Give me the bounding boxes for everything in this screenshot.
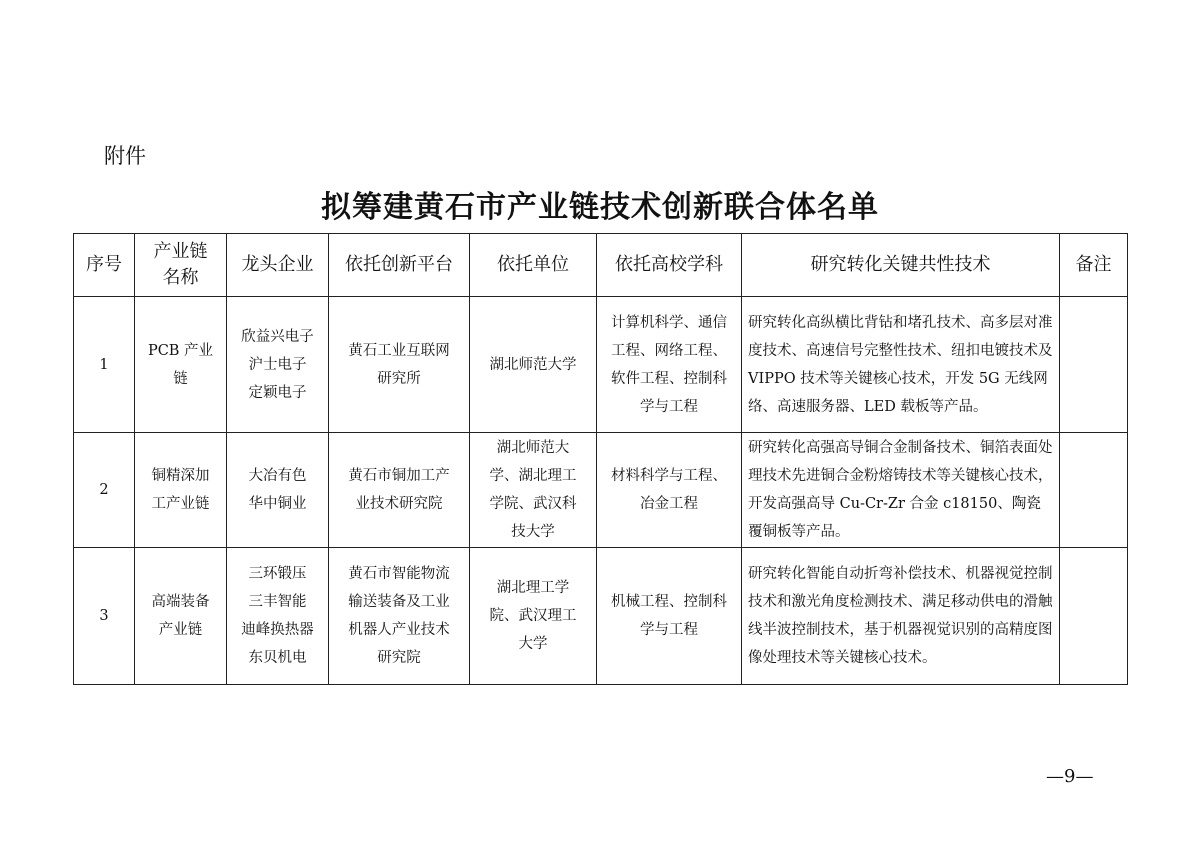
page-number: —9— [1046, 766, 1094, 787]
document-title: 拟筹建黄石市产业链技术创新联合体名单 [321, 190, 879, 225]
cell-seq: 2 [74, 433, 135, 548]
table-row [74, 297, 1128, 433]
header-remark: 备注 [1060, 234, 1128, 297]
cell-leaders: 三环锻压 三丰智能 迪峰换热器 东贝机电 [227, 548, 329, 685]
cell-platform: 黄石市智能物流 输送装备及工业 机器人产业技术 研究院 [329, 548, 470, 685]
header-seq: 序号 [74, 234, 135, 297]
cell-chain: 铜精深加 工产业链 [135, 433, 227, 548]
cell-unit: 湖北师范大 学、湖北理工 学院、武汉科 技大学 [470, 433, 597, 548]
cell-platform: 黄石市铜加工产 业技术研究院 [329, 433, 470, 548]
cell-platform: 黄石工业互联网 研究所 [329, 297, 470, 433]
cell-leaders: 大冶有色 华中铜业 [227, 433, 329, 548]
cell-remark [1060, 297, 1128, 433]
table-row [74, 433, 1128, 548]
alliance-table [73, 233, 1128, 685]
cell-unit: 湖北理工学 院、武汉理工 大学 [470, 548, 597, 685]
cell-discipline: 计算机科学、通信 工程、网络工程、 软件工程、控制科 学与工程 [597, 297, 742, 433]
cell-remark [1060, 548, 1128, 685]
header-discipline: 依托高校学科 [597, 234, 742, 297]
cell-discipline: 机械工程、控制科 学与工程 [597, 548, 742, 685]
attachment-label: 附件 [104, 144, 146, 168]
table-row [74, 548, 1128, 685]
cell-seq: 1 [74, 297, 135, 433]
header-platform: 依托创新平台 [329, 234, 470, 297]
cell-leaders: 欣益兴电子 沪士电子 定颖电子 [227, 297, 329, 433]
header-tech: 研究转化关键共性技术 [742, 234, 1060, 297]
table-header-row [74, 234, 1128, 297]
cell-chain: 高端装备 产业链 [135, 548, 227, 685]
cell-discipline: 材料科学与工程、 冶金工程 [597, 433, 742, 548]
header-chain: 产业链 名称 [135, 234, 227, 297]
cell-tech: 研究转化智能自动折弯补偿技术、机器视觉控制技术和激光角度检测技术、满足移动供电的滑触线半波控制技术，基于机器视觉识别的高精度图像处理技术等关键核心技术。 [742, 548, 1060, 685]
header-unit: 依托单位 [470, 234, 597, 297]
cell-remark [1060, 433, 1128, 548]
header-leaders: 龙头企业 [227, 234, 329, 297]
cell-seq: 3 [74, 548, 135, 685]
cell-chain: PCB 产业 链 [135, 297, 227, 433]
cell-unit: 湖北师范大学 [470, 297, 597, 433]
cell-tech: 研究转化高强高导铜合金制备技术、铜箔表面处理技术先进铜合金粉熔铸技术等关键核心技术，开发高强高导 Cu-Cr-Zr 合金 c18150、陶瓷覆铜板等产品。 [742, 433, 1060, 548]
cell-tech: 研究转化高纵横比背钻和堵孔技术、高多层对准度技术、高速信号完整性技术、纽扣电镀技术及 VIPPO 技术等关键核心技术，开发 5G 无线网络、高速服务器、LED 载板等产品。 [742, 297, 1060, 433]
